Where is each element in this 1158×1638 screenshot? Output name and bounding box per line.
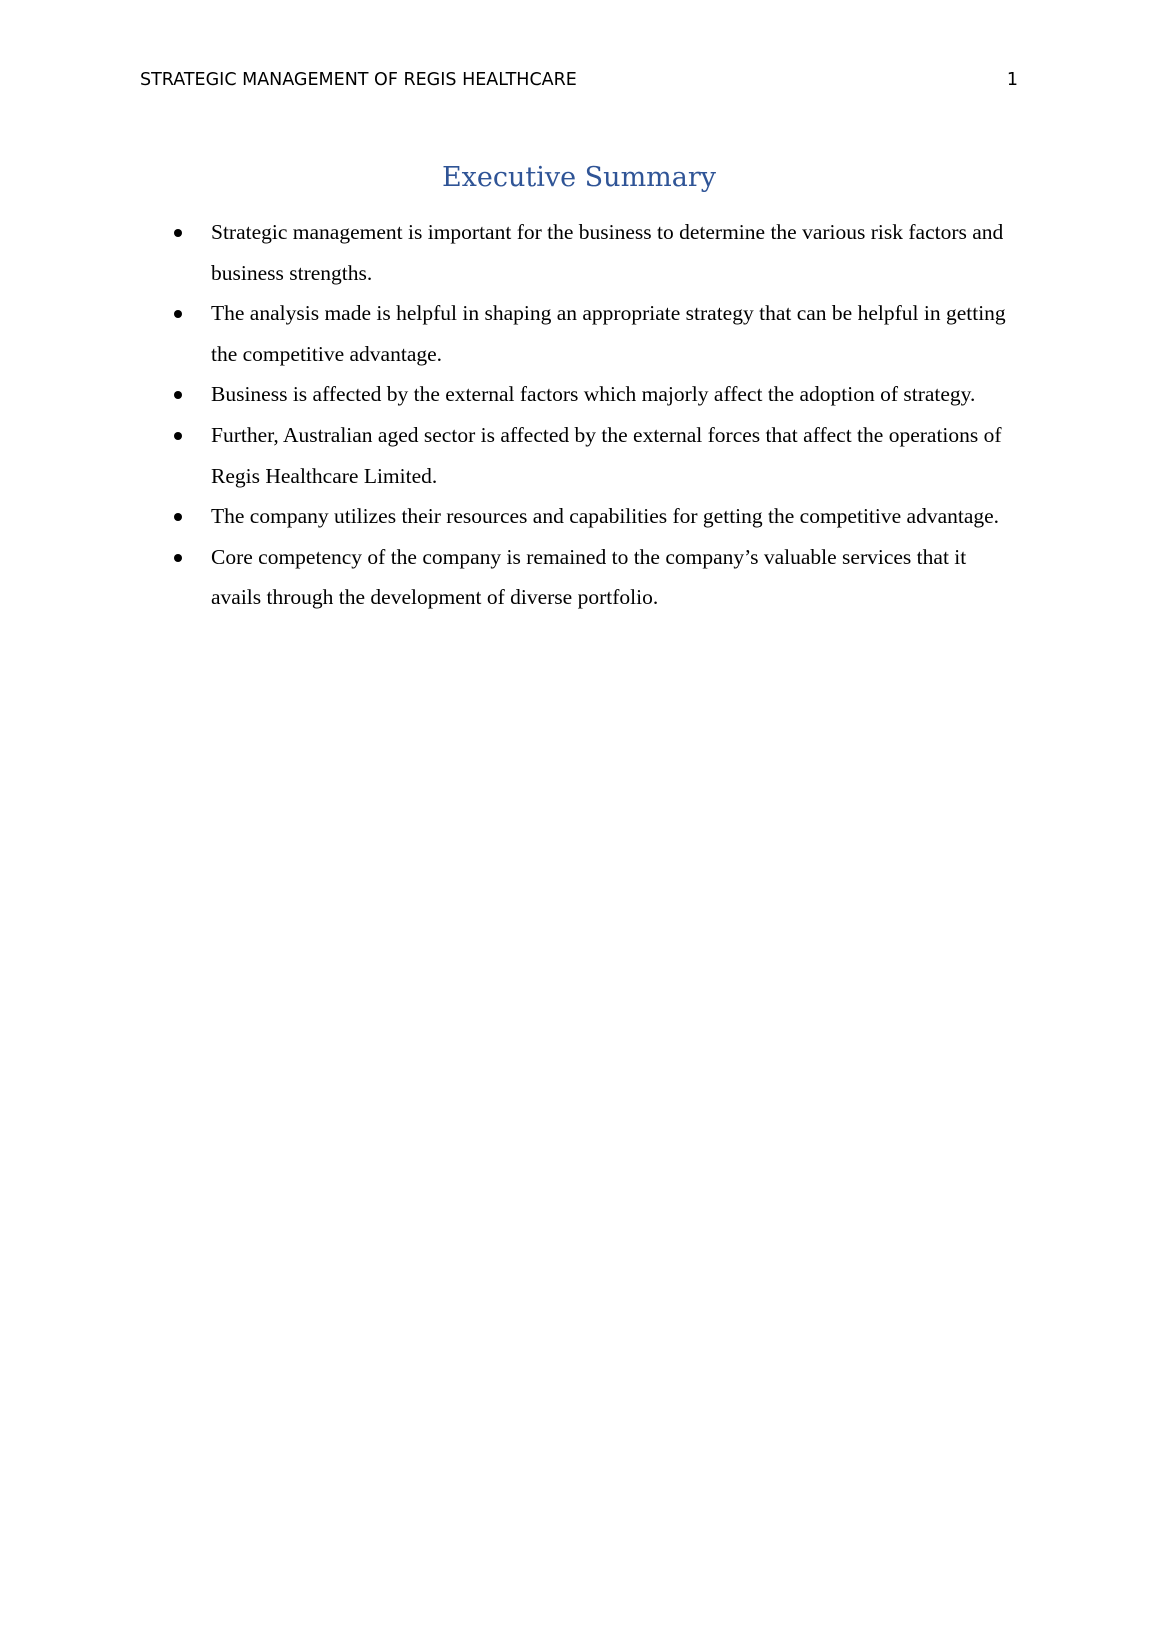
bullet-item [171,496,1021,537]
bullet-item [171,293,1021,374]
page-number: 1 [1006,70,1018,90]
bullet-item [171,415,1021,496]
bullet-icon [174,310,182,318]
bullet-icon [174,554,182,562]
bullet-item [171,212,1021,293]
bullet-icon [174,513,182,521]
bullet-text: The company utilizes their resources and capabilities for getting the competitive advantage. [211,504,1000,529]
running-head: STRATEGIC MANAGEMENT OF REGIS HEALTHCARE [140,70,577,90]
summary-bullet-list [171,212,1021,618]
bullet-icon [174,391,182,399]
bullet-text: The analysis made is helpful in shaping an appropriate strategy that can be helpful in getting the competitive advantage. [211,301,1006,366]
bullet-text: Further, Australian aged sector is affected by the external forces that affect the operations of Regis Healthcare Limited. [211,422,1002,488]
page-title: Executive Summary [441,162,717,193]
bullet-item [171,537,1021,618]
bullet-item [171,374,1021,415]
bullet-text: Strategic management is important for the business to determine the various risk factors and business strengths. [211,220,1004,285]
bullet-text: Business is affected by the external factors which majorly affect the adoption of strategy. [211,382,976,407]
bullet-icon [174,229,182,237]
bullet-icon [174,432,182,440]
bullet-text: Core competency of the company is remained to the company’s valuable services that it avails through the development of diverse portfolio. [211,544,967,610]
